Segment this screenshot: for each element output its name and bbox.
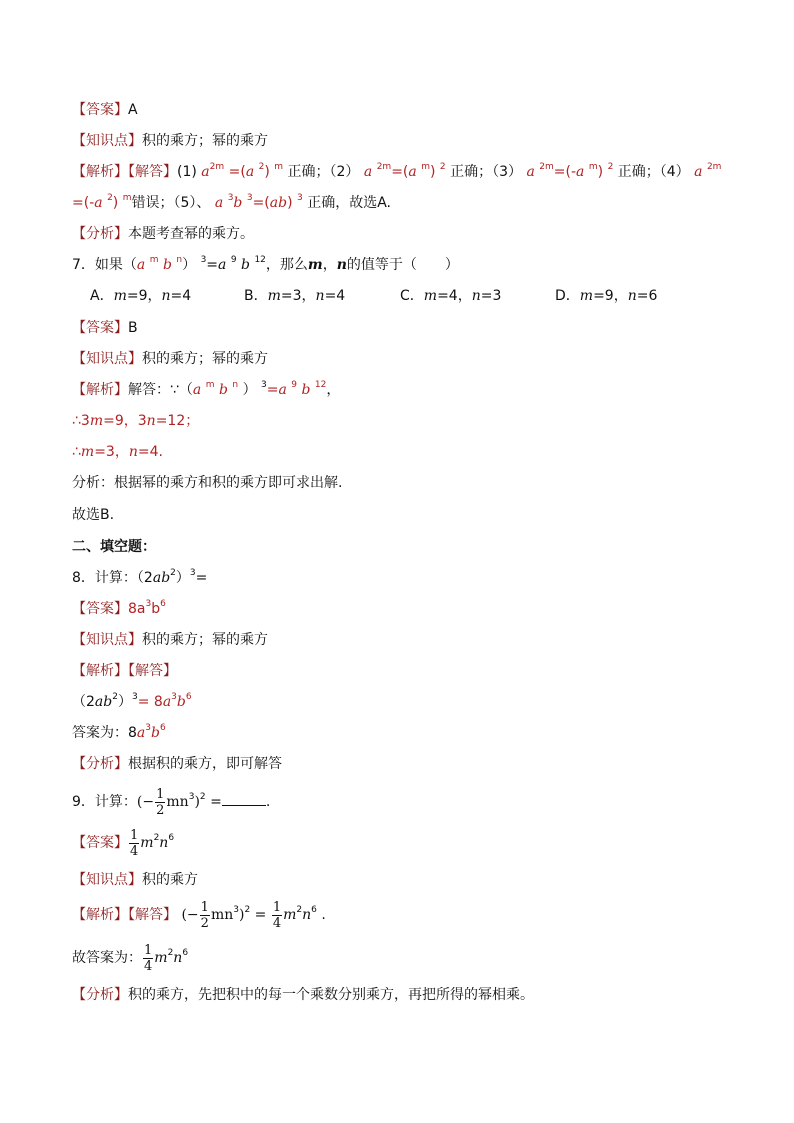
exp: 9 xyxy=(291,380,298,390)
var-n: n xyxy=(336,257,347,273)
q8-knowledge: 积的乘方；幂的乘方 xyxy=(142,632,268,648)
var-n: n xyxy=(315,288,325,304)
var-n: n xyxy=(302,907,312,923)
option-letter: A． xyxy=(90,288,114,304)
exp: 3 xyxy=(261,380,267,390)
var-ab: ab xyxy=(269,195,288,211)
var-a: a xyxy=(245,164,255,180)
exp: 3 xyxy=(188,792,195,802)
exp: 2 xyxy=(439,162,446,172)
answer-tag: 【答案】 xyxy=(72,835,128,851)
exp: m xyxy=(274,162,284,172)
q6-part1: (1) xyxy=(177,164,197,180)
q7-option-d xyxy=(555,286,657,306)
exp: 3 xyxy=(297,193,303,203)
answer-tag: 【答案】 xyxy=(72,320,128,336)
var-n: n xyxy=(128,444,138,460)
paren: (− xyxy=(136,794,155,810)
q6-answer: A xyxy=(128,102,138,118)
q7-option-a xyxy=(90,286,191,306)
option-val: =3， xyxy=(280,288,316,304)
paren: ） xyxy=(117,694,132,710)
exp: 3 xyxy=(246,193,253,203)
step: ∴ xyxy=(72,444,81,460)
var-m: m xyxy=(154,950,168,966)
q7-choose: 故选B. xyxy=(72,507,115,523)
exp: 12 xyxy=(254,255,266,265)
option-val: =9， xyxy=(593,288,628,304)
option-letter: C． xyxy=(400,288,424,304)
step: ∴3 xyxy=(72,413,90,429)
q6-part4: （4） xyxy=(659,164,690,180)
exp: m xyxy=(588,162,598,172)
summary-tag: 【分析】 xyxy=(72,987,128,1003)
var-n: n xyxy=(146,413,156,429)
comma: ， xyxy=(322,257,337,273)
q7-stem-end: 的值等于（ ） xyxy=(346,257,459,273)
q6-analysis-line2 xyxy=(72,193,391,213)
exp: 2m xyxy=(209,162,225,172)
q8-ans-text: 答案为：8 xyxy=(72,725,137,741)
knowledge-tag: 【知识点】 xyxy=(72,872,142,888)
denominator: 2 xyxy=(156,802,165,818)
exp: 2 xyxy=(170,568,176,578)
exp: 2 xyxy=(244,905,251,915)
exp: 6 xyxy=(168,833,175,843)
paren: ) xyxy=(430,164,436,180)
paren: ) xyxy=(238,907,245,923)
paren: ) xyxy=(597,164,604,180)
q7-step3 xyxy=(72,442,163,462)
q6-answer-line xyxy=(72,100,138,120)
var-b: b xyxy=(233,195,243,211)
exp: 6 xyxy=(160,599,166,609)
var-n: n xyxy=(159,835,169,851)
fraction xyxy=(272,900,282,931)
section-title: 二、填空题： xyxy=(72,539,156,555)
exp: n xyxy=(232,380,239,390)
q6-conclusion: 正确，故选A. xyxy=(302,195,391,211)
denominator: 4 xyxy=(272,915,282,931)
eq: = xyxy=(205,794,222,810)
answer-blank[interactable] xyxy=(222,791,266,806)
q8-work: $(2ab^2)^3= 8a^3b^6$ xyxy=(72,692,192,710)
q7-analysis-line: 【解析】解答：∵（a $^m$ b $^n$ ） $^3$=a $^9$ b $^{12}$， xyxy=(72,380,341,398)
exp: 3 xyxy=(131,692,138,702)
step: =12； xyxy=(155,413,200,429)
knowledge-tag: 【知识点】 xyxy=(72,632,142,648)
q9-summary: 积的乘方，先把积中的每一个乘数分别乘方，再把所得的幂相乘。 xyxy=(128,987,534,1003)
var-mn: mn xyxy=(210,907,234,923)
q6-knowledge-line xyxy=(72,131,268,151)
q7-answer-line xyxy=(72,318,138,338)
option-val: =3 xyxy=(480,288,502,304)
summary-tag: 【分析】 xyxy=(72,756,128,772)
var-n: n xyxy=(471,288,481,304)
q9-knowledge: 积的乘方 xyxy=(142,872,198,888)
exp: 2 xyxy=(107,193,113,203)
q7-knowledge: 积的乘方；幂的乘方 xyxy=(142,351,268,367)
var-b: b xyxy=(151,725,160,741)
numerator: 1 xyxy=(272,899,282,915)
exp: 2m xyxy=(706,162,722,172)
q9-ans-is xyxy=(72,941,188,975)
q8-knowledge-line xyxy=(72,630,268,650)
var-m: m xyxy=(283,907,297,923)
q6-summary-line xyxy=(72,224,254,244)
eq: =(- xyxy=(553,164,577,180)
var-a: a xyxy=(94,195,103,211)
exp: 3 xyxy=(171,692,177,702)
solve-tag: 【解答】 xyxy=(128,907,177,923)
exp: m xyxy=(205,380,215,390)
exp: m xyxy=(149,255,159,265)
denominator: 4 xyxy=(130,843,139,859)
paren: ) xyxy=(112,195,119,211)
exp: 6 xyxy=(159,723,166,733)
step: =9，3 xyxy=(103,413,147,429)
q6-analysis-line xyxy=(72,162,721,182)
exp: 6 xyxy=(185,692,192,702)
q8-answer: 8a xyxy=(128,601,146,617)
var-m: m xyxy=(579,288,594,304)
q6-summary: 本题考查幂的乘方。 xyxy=(128,226,254,242)
eq: =( xyxy=(228,164,246,180)
q7-answer: B xyxy=(128,320,138,336)
q7-option-c xyxy=(400,286,501,306)
fraction xyxy=(129,828,139,859)
q6-part3: （3） xyxy=(492,164,523,180)
q7-knowledge-line xyxy=(72,349,268,369)
correct-text: 正确； xyxy=(445,164,493,180)
denominator: 4 xyxy=(144,958,153,974)
q8-work-open: （2 xyxy=(72,694,95,710)
q9-analysis-line xyxy=(72,898,326,932)
q9-summary-line xyxy=(72,985,534,1005)
var-b: b xyxy=(103,694,113,710)
analysis-tag: 【解析】 xyxy=(72,663,128,679)
correct-text: 正确； xyxy=(283,164,330,180)
option-val: =6 xyxy=(636,288,658,304)
period: . xyxy=(321,907,326,923)
eq: = xyxy=(266,382,279,398)
exp: 2 xyxy=(153,833,160,843)
q8-stem-text: 8．计算：（2 xyxy=(72,570,153,586)
option-letter: B． xyxy=(244,288,268,304)
q9-ans-text: 故答案为： xyxy=(72,950,142,966)
var-a: a xyxy=(201,164,210,180)
paren: ） xyxy=(182,257,197,273)
eq: = xyxy=(206,257,219,273)
wrong-text: 错误； xyxy=(131,195,174,211)
var-n: n xyxy=(161,288,171,304)
exp: 12 xyxy=(314,380,327,390)
numerator: 1 xyxy=(200,899,209,915)
fraction xyxy=(143,943,153,974)
knowledge-tag: 【知识点】 xyxy=(72,351,142,367)
numerator: 1 xyxy=(144,942,153,958)
var-a: a xyxy=(408,164,417,180)
q9-knowledge-line xyxy=(72,870,198,890)
numerator: 1 xyxy=(156,786,165,802)
eq: =( xyxy=(252,195,270,211)
exp: 2 xyxy=(112,692,118,702)
analysis-tag: 【解析】 xyxy=(72,382,128,398)
q9-stem-text: 9．计算： xyxy=(72,794,137,810)
eq: =(- xyxy=(72,195,95,211)
q6-part5: （5）、 xyxy=(173,195,211,211)
option-letter: D． xyxy=(555,288,580,304)
var-m: m xyxy=(140,835,154,851)
q8-ans-is: 答案为：$8a^3b^6$ xyxy=(72,723,166,741)
knowledge-tag: 【知识点】 xyxy=(72,133,142,149)
paren: ） xyxy=(242,382,257,398)
q7-summary: 分析：根据幂的乘方和积的乘方即可求出解. xyxy=(72,475,343,491)
var-b: b xyxy=(176,694,186,710)
var-n: n xyxy=(627,288,637,304)
var-mn: mn xyxy=(166,794,189,810)
exp: 9 xyxy=(230,255,237,265)
var-m: m xyxy=(80,444,95,460)
eq: = 8 xyxy=(137,694,163,710)
q7-stem: 7．如果（a $^m$ b $^n$） $^3$=a $^9$ b $^{12}$，那么m，n的值等于（ ） xyxy=(72,255,459,273)
fraction xyxy=(200,900,210,931)
q8-stem: 8．计算：$(2ab^2)^3=$ xyxy=(72,568,208,586)
q7-stem-post: ，那么 xyxy=(265,257,308,273)
var-m: m xyxy=(267,288,281,304)
paren: ) xyxy=(287,195,293,211)
option-val: =4 xyxy=(324,288,346,304)
exp: 3 xyxy=(227,193,234,203)
var-a: a xyxy=(526,164,535,180)
solve-tag: 【解答】 xyxy=(128,663,177,679)
q8-summary-line xyxy=(72,754,282,774)
q7-stem-pre: 7．如果（ xyxy=(72,257,137,273)
var-a: a xyxy=(214,195,224,211)
q6-part2: （2） xyxy=(329,164,360,180)
eq: =( xyxy=(391,164,409,180)
var-b: b xyxy=(161,570,171,586)
var-a: a xyxy=(576,164,585,180)
paren: (− xyxy=(181,907,199,923)
summary-tag: 【分析】 xyxy=(72,226,128,242)
option-val: =9， xyxy=(126,288,162,304)
period: . xyxy=(265,794,271,810)
answer-tag: 【答案】 xyxy=(72,601,128,617)
q7-solve-pre: 解答：∵（ xyxy=(128,382,193,398)
exp: 6 xyxy=(311,905,317,915)
var-a: a xyxy=(694,164,703,180)
exp: n xyxy=(176,255,183,265)
exp: 2 xyxy=(258,162,265,172)
exp: m xyxy=(421,162,430,172)
var-m: m xyxy=(423,288,438,304)
denominator: 2 xyxy=(200,915,209,931)
exp: 2 xyxy=(607,162,614,172)
q6-knowledge: 积的乘方；幂的乘方 xyxy=(142,133,268,149)
eq: = xyxy=(250,907,267,923)
paren: ) xyxy=(264,164,270,180)
analysis-tag: 【解析】 xyxy=(72,907,128,923)
exp: 3 xyxy=(200,255,207,265)
q9-stem xyxy=(72,785,270,819)
q9-answer-line xyxy=(72,826,174,860)
exp: 3 xyxy=(145,723,152,733)
q7-option-b xyxy=(244,286,345,306)
exp: 3 xyxy=(189,568,196,578)
var-m: m xyxy=(89,413,104,429)
numerator: 1 xyxy=(130,827,139,843)
solve-tag: 【解答】 xyxy=(128,164,177,180)
var-a: a xyxy=(363,164,373,180)
correct-text: 正确； xyxy=(613,164,660,180)
comma: ， xyxy=(326,382,341,398)
q8-answer-line xyxy=(72,599,166,619)
step: =4. xyxy=(137,444,163,460)
fraction xyxy=(155,787,165,818)
step: =3， xyxy=(94,444,129,460)
var-m: m xyxy=(307,257,323,273)
paren: ） xyxy=(175,570,190,586)
exp: 2m xyxy=(539,162,554,172)
exp: m xyxy=(122,193,132,203)
var-b: b xyxy=(151,601,161,617)
exp: 2 xyxy=(296,905,303,915)
exp: 6 xyxy=(182,948,189,958)
analysis-tag: 【解析】 xyxy=(72,164,128,180)
answer-tag: 【答案】 xyxy=(72,102,128,118)
exp: 2m xyxy=(376,162,392,172)
q7-step2 xyxy=(72,411,199,431)
q8-analysis-line xyxy=(72,661,177,681)
exp: 2 xyxy=(167,948,174,958)
var-m: m xyxy=(113,288,127,304)
var-n: n xyxy=(173,950,183,966)
exp: 2 xyxy=(199,792,206,802)
option-val: =4 xyxy=(170,288,192,304)
paren: ) xyxy=(194,794,200,810)
exp: 3 xyxy=(233,905,239,915)
q8-summary: 根据积的乘方，即可解答 xyxy=(128,756,282,772)
option-val: =4， xyxy=(437,288,472,304)
exp: 3 xyxy=(145,599,152,609)
eq: = xyxy=(195,570,208,586)
